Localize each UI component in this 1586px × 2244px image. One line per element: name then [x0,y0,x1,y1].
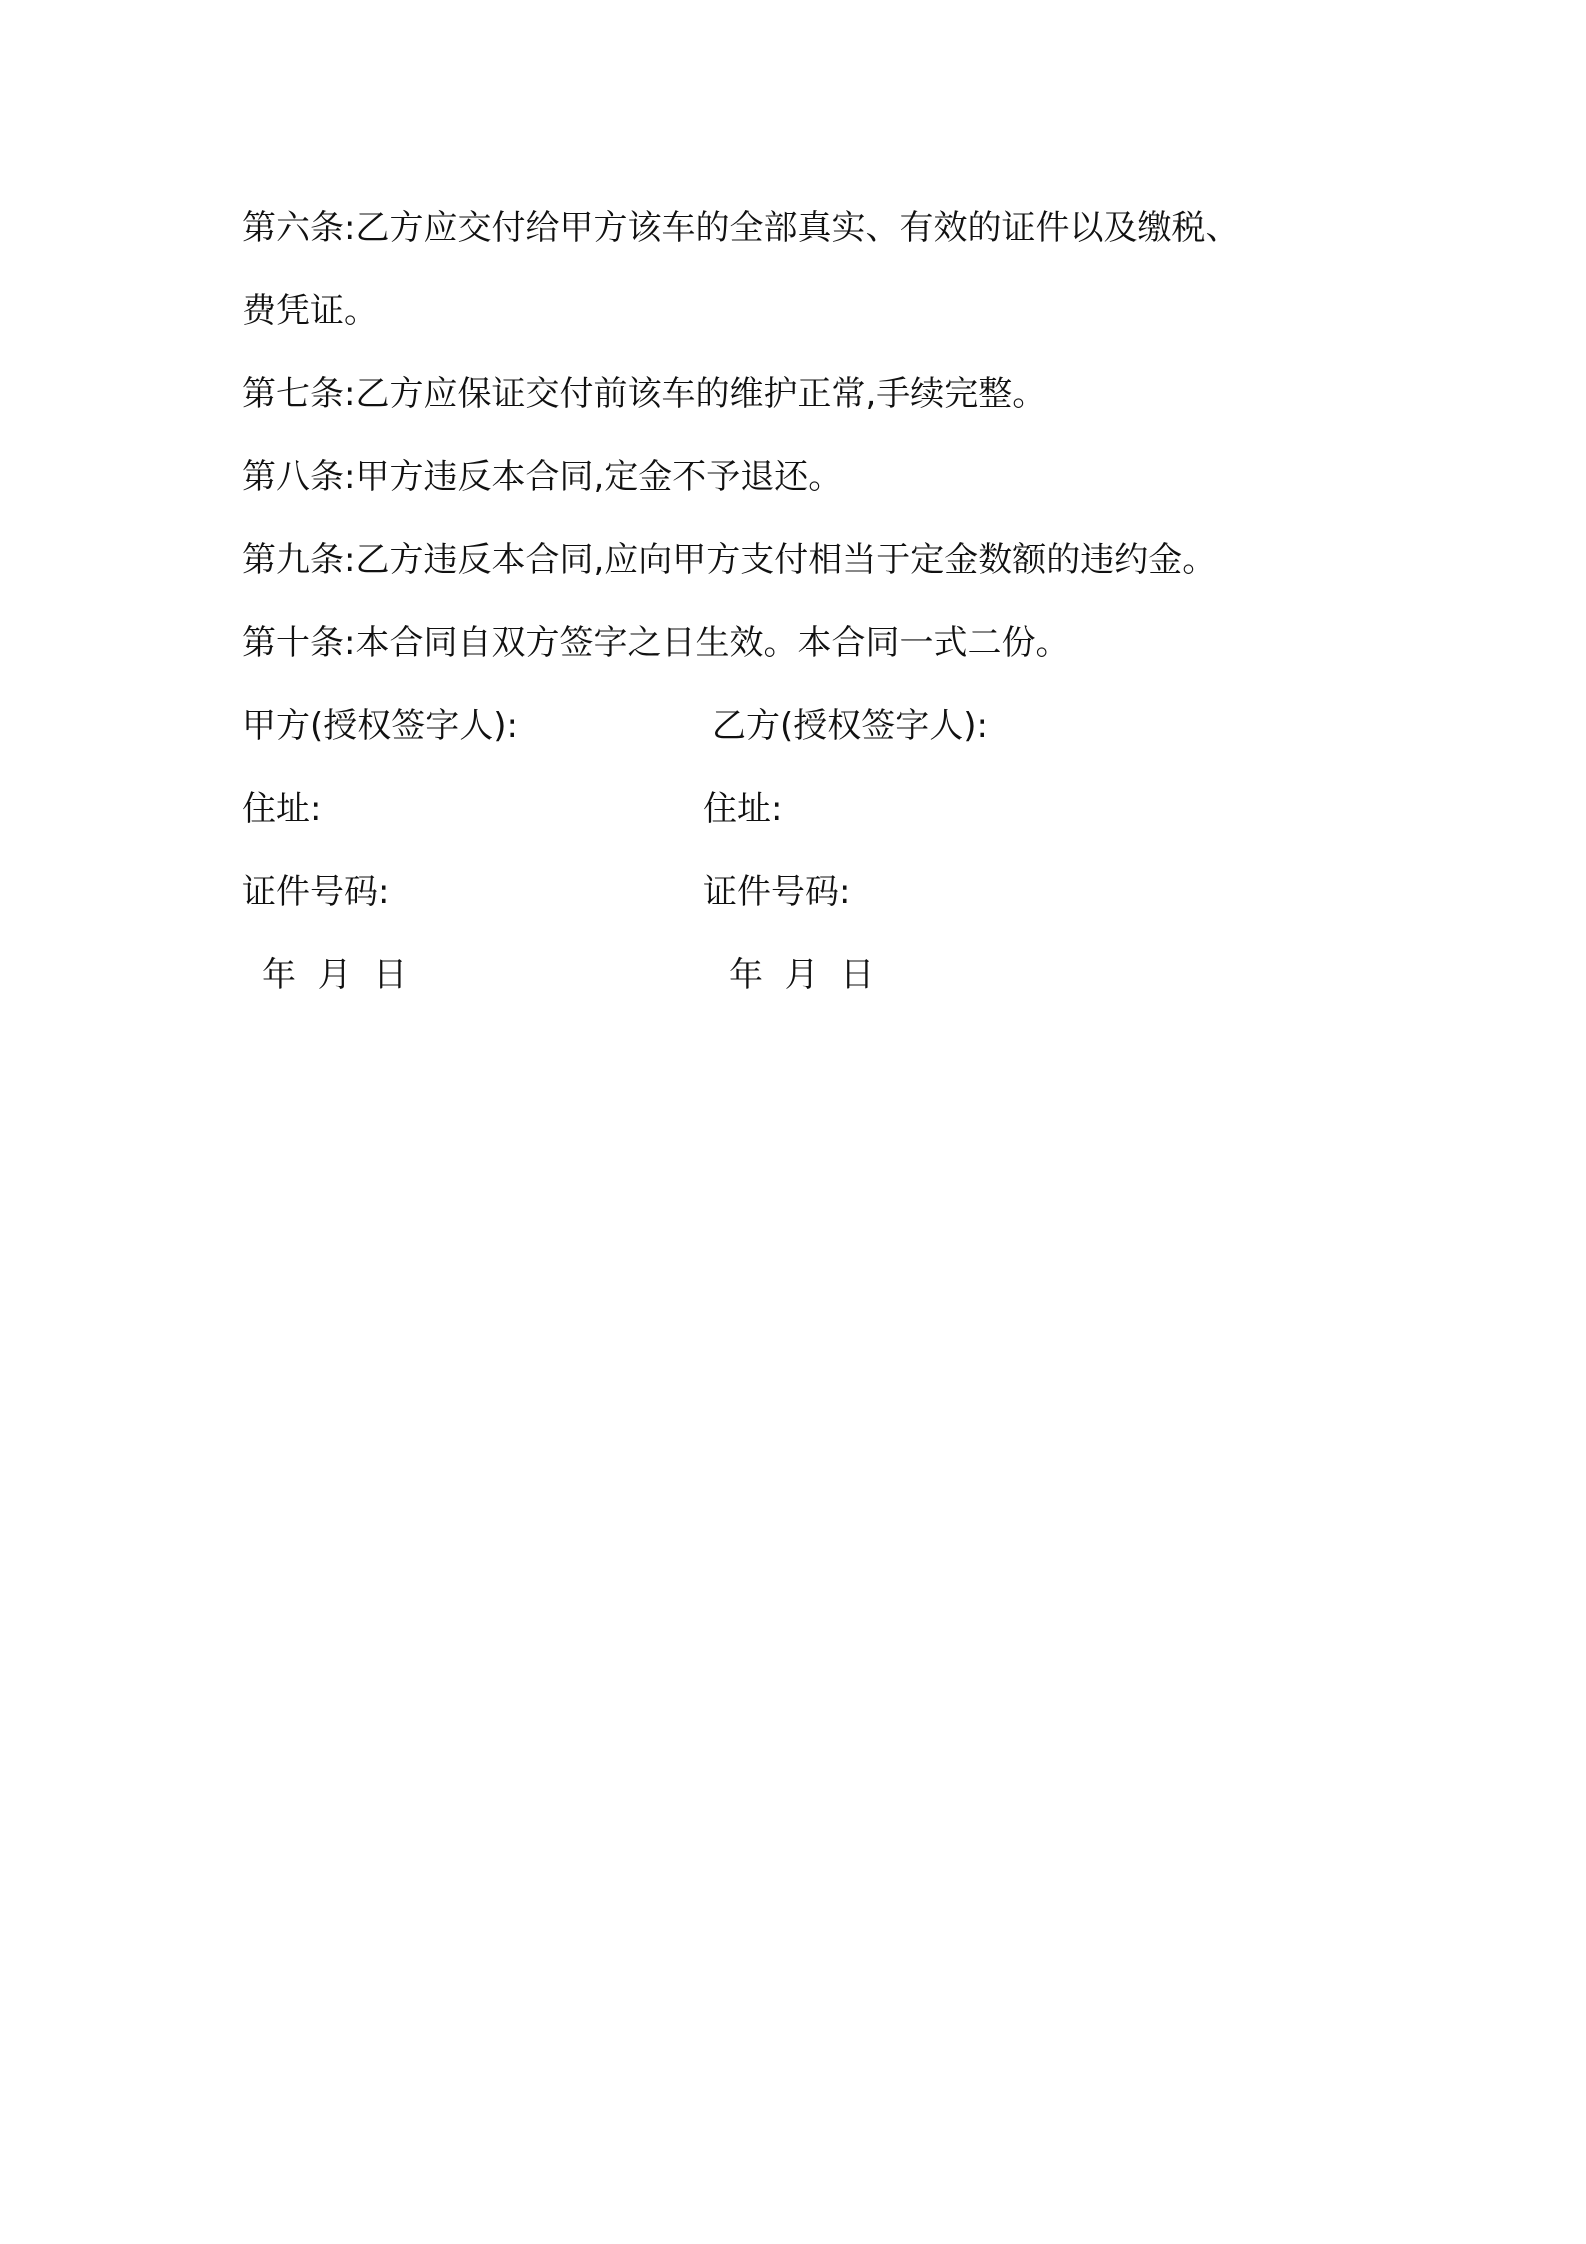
clause-6-line-2: 费凭证。 [242,291,378,331]
party-a-address: 住址: [242,789,322,829]
clause-8: 第八条:甲方违反本合同,定金不予退还。 [242,457,843,497]
clause-9: 第九条:乙方违反本合同,应向甲方支付相当于定金数额的违约金。 [242,540,1217,580]
party-a-signatory: 甲方(授权签字人): [242,706,518,746]
party-a-id-number: 证件号码: [242,872,390,912]
party-b-signatory: 乙方(授权签字人): [712,706,988,746]
clause-6-line-1: 第六条:乙方应交付给甲方该车的全部真实、有效的证件以及缴税、 [242,208,1240,248]
party-b-id-number: 证件号码: [703,872,851,912]
party-a-date: 年 月 日 [262,955,408,995]
clause-10: 第十条:本合同自双方签字之日生效。本合同一式二份。 [242,623,1070,663]
party-b-date: 年 月 日 [729,955,875,995]
party-b-address: 住址: [703,789,783,829]
clause-7: 第七条:乙方应保证交付前该车的维护正常,手续完整。 [242,374,1047,414]
